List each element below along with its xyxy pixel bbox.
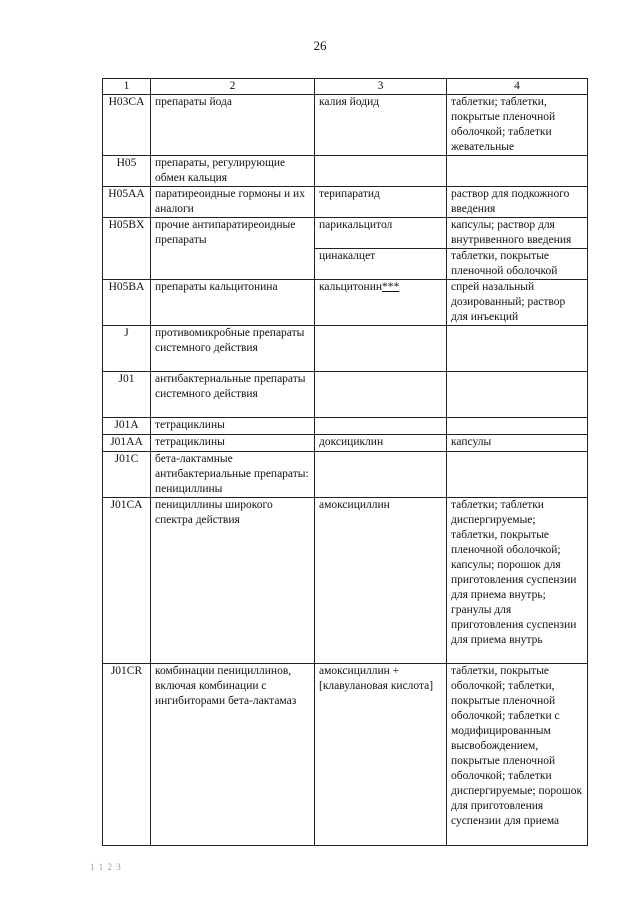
atc-code: J01C (103, 452, 151, 498)
drug-name (315, 452, 447, 498)
drug-name: амоксициллин (315, 498, 447, 664)
group-name: антибактериальные препараты системного действия (151, 372, 315, 418)
col-header-3: 3 (315, 79, 447, 95)
col-header-4: 4 (447, 79, 588, 95)
dosage-forms: раствор для подкожного введения (447, 187, 588, 218)
drug-name: доксициклин (315, 435, 447, 452)
atc-code: J01CR (103, 664, 151, 846)
atc-code: J01AA (103, 435, 151, 452)
dosage-forms (447, 418, 588, 435)
table-row (103, 435, 588, 452)
dosage-forms (447, 156, 588, 187)
group-name: тетрациклины (151, 435, 315, 452)
drug-name: калия йодид (315, 95, 447, 156)
group-name: тетрациклины (151, 418, 315, 435)
atc-code: H03CA (103, 95, 151, 156)
table-row (103, 372, 588, 418)
atc-code: J01 (103, 372, 151, 418)
drug-name (315, 372, 447, 418)
atc-code: H05BX (103, 218, 151, 280)
atc-code: J01CA (103, 498, 151, 664)
group-name: пенициллины широкого спектра действия (151, 498, 315, 664)
col-header-1: 1 (103, 79, 151, 95)
table-row (103, 156, 588, 187)
table-row (103, 452, 588, 498)
drug-name: кальцитонин (319, 281, 382, 293)
drug-name: терипаратид (315, 187, 447, 218)
dosage-forms (447, 452, 588, 498)
table-row (103, 326, 588, 372)
drug-name (315, 418, 447, 435)
drug-name (315, 326, 447, 372)
table-row (103, 418, 588, 435)
group-name: бета-лактамные антибактериальные препараты: пенициллины (151, 452, 315, 498)
page-number: 26 (313, 38, 327, 53)
group-name: препараты йода (151, 95, 315, 156)
group-name: паратиреоидные гормоны и их аналоги (151, 187, 315, 218)
table-row (103, 280, 588, 326)
drug-name: цинакалцет (315, 249, 447, 280)
atc-code: H05BA (103, 280, 151, 326)
drug-name: парикальцитол (315, 218, 447, 249)
dosage-forms (447, 372, 588, 418)
atc-code: H05AA (103, 187, 151, 218)
atc-code: J01A (103, 418, 151, 435)
dosage-forms: таблетки; таблетки диспергируемые; таблетки, покрытые пленочной оболочкой; капсулы; порошок для приготовления суспензии для приема внутрь; гранулы для приготовления суспензии для приема внутрь (447, 498, 588, 664)
dosage-forms: таблетки; таблетки, покрытые пленочной оболочкой; таблетки жевательные (447, 95, 588, 156)
table-row (103, 95, 588, 156)
group-name: противомикробные препараты системного действия (151, 326, 315, 372)
dosage-forms: капсулы; раствор для внутривенного введения (447, 218, 588, 249)
atc-code: H05 (103, 156, 151, 187)
dosage-forms: таблетки, покрытые оболочкой; таблетки, покрытые пленочной оболочкой; таблетки с модифицированным высвобождением, покрытые пленочной оболочкой; таблетки диспергируемые; порошок для приготовления суспензии для приема (447, 664, 588, 846)
table-header-row (103, 79, 588, 95)
atc-code: J (103, 326, 151, 372)
col-header-2: 2 (151, 79, 315, 95)
footer-mark: 1 1 2 3 (90, 862, 122, 872)
table-row (103, 218, 588, 249)
dosage-forms: таблетки, покрытые пленочной оболочкой (447, 249, 588, 280)
dosage-forms (447, 326, 588, 372)
group-name: прочие антипаратиреоидные препараты (151, 218, 315, 280)
medication-table (102, 78, 588, 846)
drug-name (315, 156, 447, 187)
dosage-forms: капсулы (447, 435, 588, 452)
drug-name-cell (315, 280, 447, 326)
group-name: комбинации пенициллинов, включая комбинации с ингибиторами бета-лактамаз (151, 664, 315, 846)
table-row (103, 664, 588, 846)
group-name: препараты, регулирующие обмен кальция (151, 156, 315, 187)
table-row (103, 498, 588, 664)
drug-name: амоксициллин + [клавулановая кислота] (315, 664, 447, 846)
footnote-mark: *** (382, 281, 400, 293)
dosage-forms: спрей назальный дозированный; раствор для инъекций (447, 280, 588, 326)
table-row (103, 187, 588, 218)
group-name: препараты кальцитонина (151, 280, 315, 326)
